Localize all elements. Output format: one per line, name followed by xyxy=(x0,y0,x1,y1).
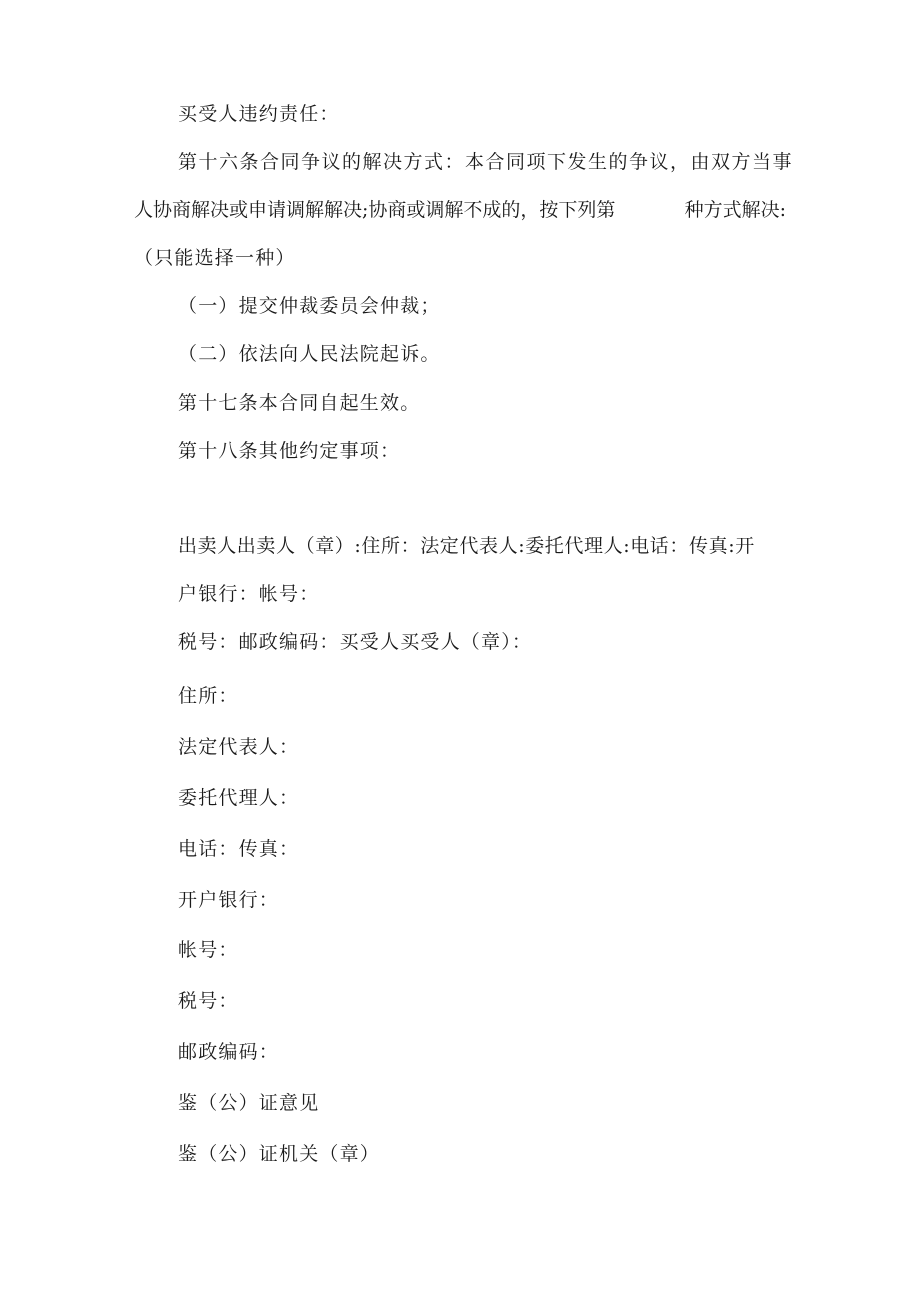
seller-info-line: 出卖人出卖人（章）:住所：法定代表人:委托代理人:电话：传真:开 xyxy=(178,535,755,557)
paragraph-article-18: 第十八条其他约定事项： xyxy=(178,440,401,462)
paragraph-article-16-continued xyxy=(134,198,786,222)
option-litigation: （二）依法向人民法院起诉。 xyxy=(178,343,441,365)
paragraph-article-16: 第十六条合同争议的解决方式：本合同项下发生的争议，由双方当事 xyxy=(178,151,794,173)
account-label: 帐号： xyxy=(178,939,239,961)
paragraph-buyer-liability: 买受人违约责任： xyxy=(178,103,340,125)
paragraph-article-16-part-a: 人协商解决或申请调解解决;协商或调解不成的，按下列第 xyxy=(134,199,616,221)
seller-bank-line: 户银行：帐号： xyxy=(178,583,320,605)
notary-authority-label: 鉴（公）证机关（章） xyxy=(178,1143,381,1165)
legal-representative-label: 法定代表人： xyxy=(178,736,300,758)
bank-label: 开户银行： xyxy=(178,889,280,911)
agent-label: 委托代理人： xyxy=(178,787,300,809)
paragraph-article-16-part-b: 种方式解决: xyxy=(684,199,786,221)
paragraph-article-17: 第十七条本合同自起生效。 xyxy=(178,392,421,414)
option-arbitration: （一）提交仲裁委员会仲裁； xyxy=(178,295,441,317)
choice-note: （只能选择一种） xyxy=(134,247,296,269)
notary-opinion-label: 鉴（公）证意见 xyxy=(178,1092,320,1114)
postal-code-label: 邮政编码： xyxy=(178,1041,280,1063)
tax-number-label: 税号： xyxy=(178,990,239,1012)
phone-fax-label: 电话：传真： xyxy=(178,838,300,860)
address-label: 住所： xyxy=(178,685,239,707)
tax-buyer-line: 税号：邮政编码：买受人买受人（章）： xyxy=(178,631,533,653)
